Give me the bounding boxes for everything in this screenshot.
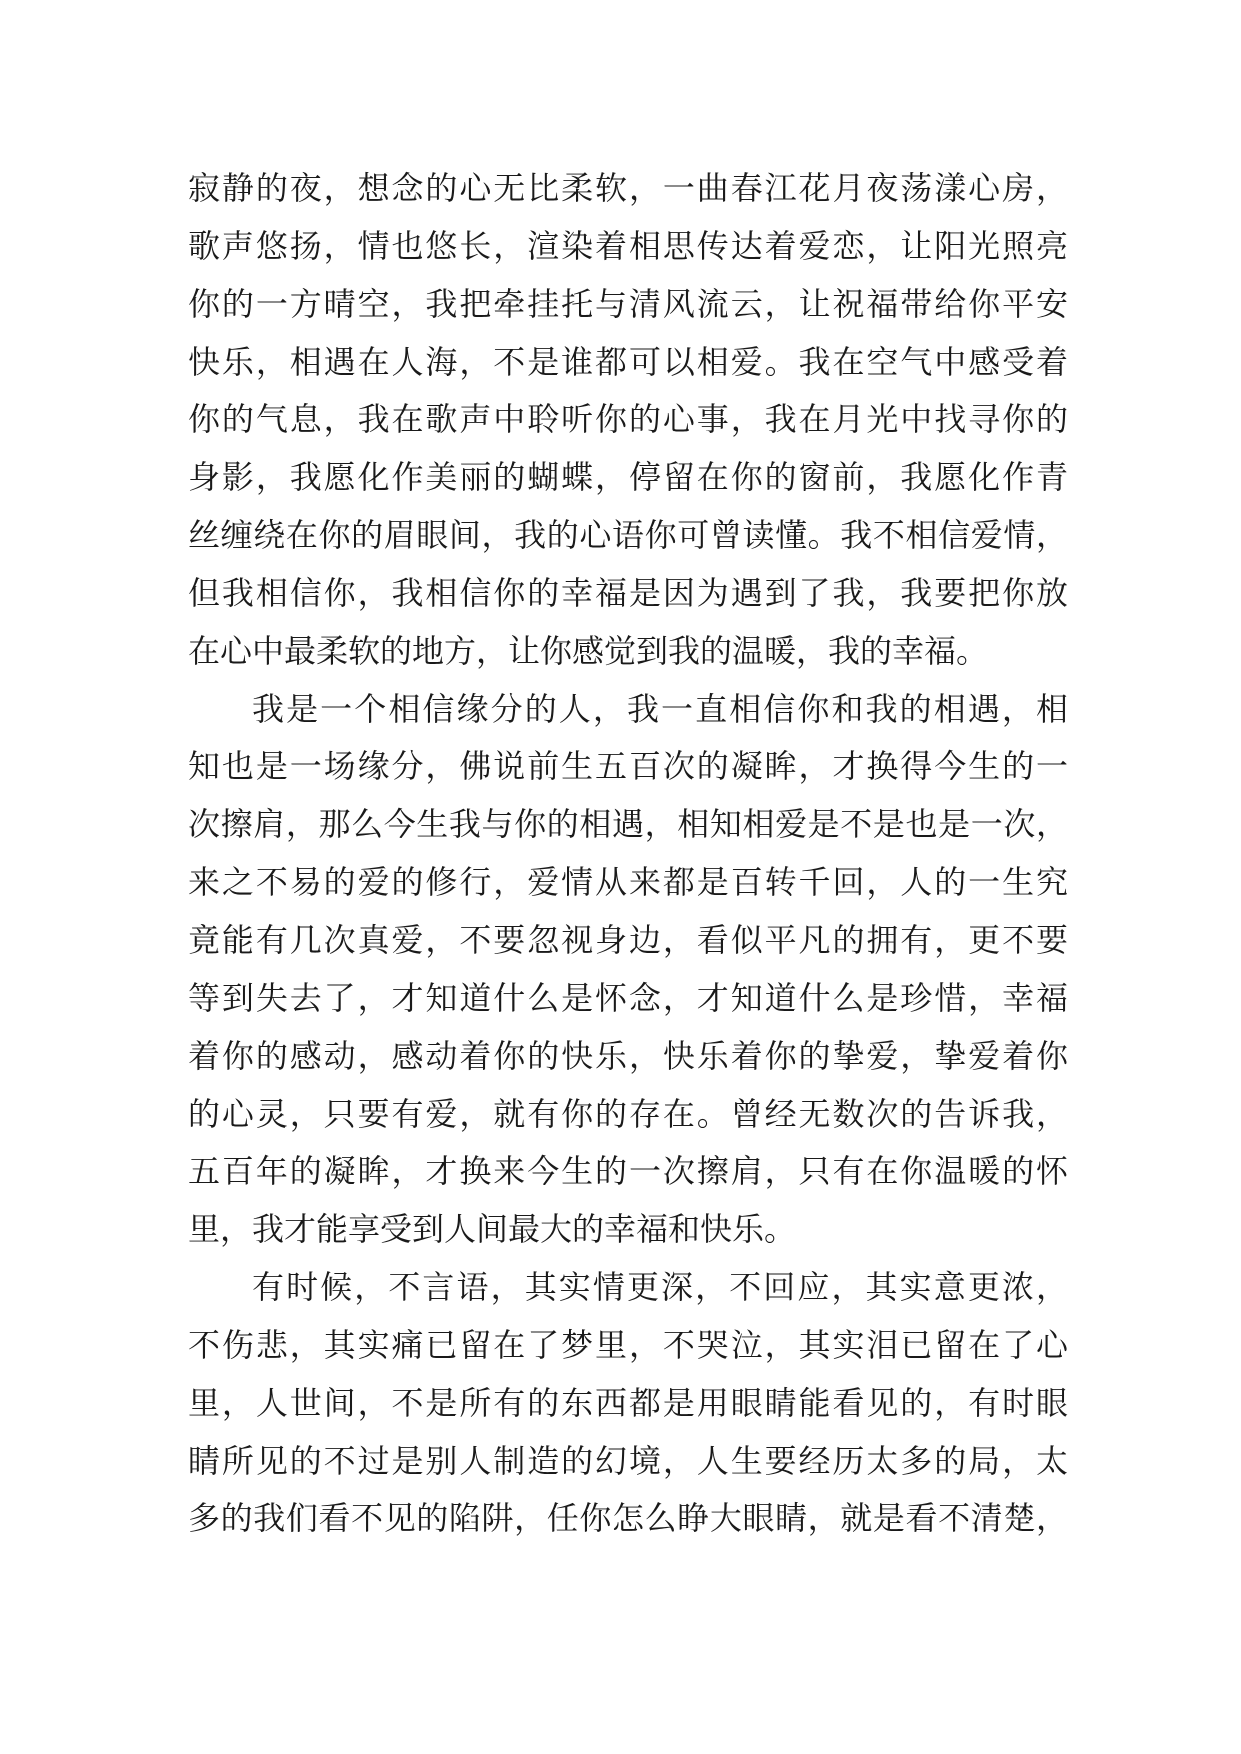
text-line: 有时候，不言语，其实情更深，不回应，其实意更浓， <box>252 1268 1068 1307</box>
text-line: 多的我们看不见的陷阱，任你怎么睁大眼睛，就是看不清楚， <box>188 1499 1068 1538</box>
text-line: 你的一方晴空，我把牵挂托与清风流云，让祝福带给你平安 <box>188 284 1068 323</box>
paragraph <box>188 1259 1068 1548</box>
text-line: 丝缠绕在你的眉眼间，我的心语你可曾读懂。我不相信爱情， <box>188 516 1068 555</box>
text-line: 着你的感动，感动着你的快乐，快乐着你的挚爱，挚爱着你 <box>188 1036 1068 1075</box>
text-line: 五百年的凝眸，才换来今生的一次擦肩，只有在你温暖的怀 <box>188 1152 1068 1191</box>
text-line: 寂静的夜，想念的心无比柔软，一曲春江花月夜荡漾心房， <box>188 169 1068 207</box>
text-line: 知也是一场缘分，佛说前生五百次的凝眸，才换得今生的一 <box>188 747 1068 786</box>
paragraph <box>188 160 1068 681</box>
text-line: 你的气息，我在歌声中聆听你的心事，我在月光中找寻你的 <box>188 400 1068 439</box>
text-line: 来之不易的爱的修行，爱情从来都是百转千回，人的一生究 <box>188 863 1068 902</box>
text-line: 的心灵，只要有爱，就有你的存在。曾经无数次的告诉我， <box>188 1094 1068 1133</box>
text-line: 歌声悠扬，情也悠长，渲染着相思传达着爱恋，让阳光照亮 <box>188 226 1068 265</box>
text-line: 不伤悲，其实痛已留在了梦里，不哭泣，其实泪已留在了心 <box>188 1325 1068 1364</box>
text-line: 我是一个相信缘分的人，我一直相信你和我的相遇，相 <box>252 689 1068 728</box>
text-line: 在心中最柔软的地方，让你感觉到我的温暖，我的幸福。 <box>188 631 989 670</box>
text-line: 竟能有几次真爱，不要忽视身边，看似平凡的拥有，更不要 <box>188 920 1068 959</box>
body-text <box>188 160 1068 1548</box>
text-line: 次擦肩，那么今生我与你的相遇，相知相爱是不是也是一次， <box>188 805 1068 844</box>
text-line: 但我相信你，我相信你的幸福是因为遇到了我，我要把你放 <box>188 573 1068 612</box>
text-line: 里，我才能享受到人间最大的幸福和快乐。 <box>188 1210 797 1249</box>
text-line: 身影，我愿化作美丽的蝴蝶，停留在你的窗前，我愿化作青 <box>188 458 1068 497</box>
text-line: 里，人世间，不是所有的东西都是用眼睛能看见的，有时眼 <box>188 1383 1068 1422</box>
text-line: 快乐，相遇在人海，不是谁都可以相爱。我在空气中感受着 <box>188 342 1068 381</box>
text-line: 等到失去了，才知道什么是怀念，才知道什么是珍惜，幸福 <box>188 978 1068 1017</box>
paragraph <box>188 681 1068 1259</box>
text-line: 睛所见的不过是别人制造的幻境，人生要经历太多的局，太 <box>188 1441 1068 1480</box>
